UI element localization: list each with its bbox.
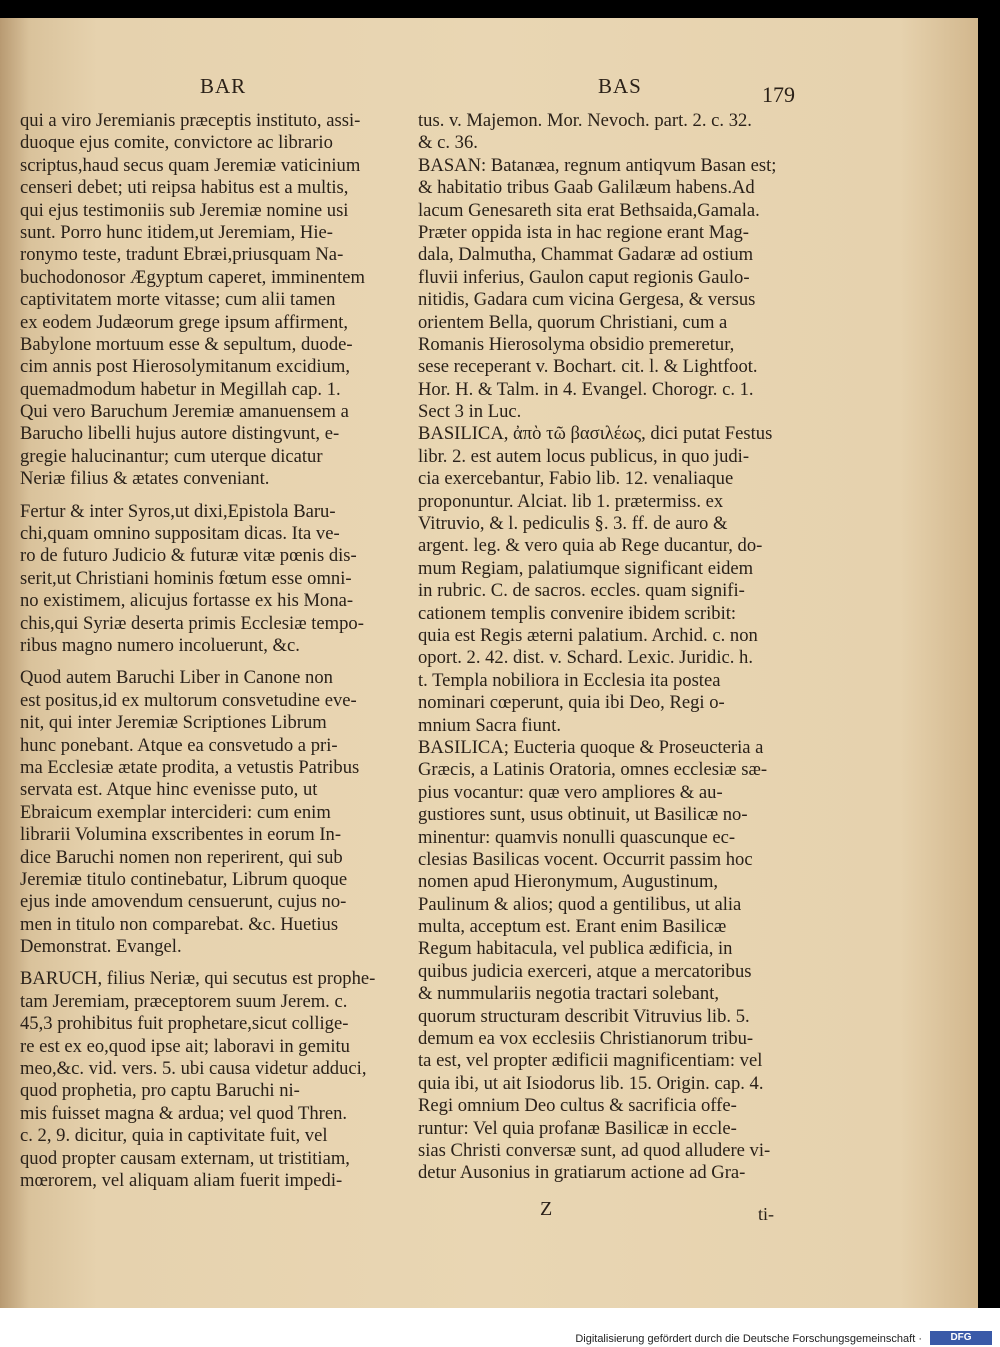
text-line: quia est Regis æterni palatium. Archid. c. non — [418, 624, 758, 646]
text-line: ta est, vel propter ædificii magnificentiam: vel — [418, 1050, 763, 1072]
book-page — [0, 18, 978, 1308]
dfg-logo: DFG — [930, 1331, 992, 1345]
text-line: Romanis Hierosolyma obsidio premeretur, — [418, 333, 735, 355]
text-line: sunt. Porro hunc itidem,ut Jeremiam, Hie- — [20, 221, 333, 243]
text-line: cia exercebantur, Fabio lib. 12. venaliaque — [418, 468, 734, 490]
text-line: BASAN: Batanæa, regnum antiqvum Basan est; — [418, 154, 777, 176]
text-line: Ebraicum exemplar intercideri: cum enim — [20, 801, 331, 823]
text-line: Regum habitacula, vel publica ædificia, in — [418, 938, 733, 960]
text-line: ejus inde amovendum censuerunt, cujus no- — [20, 891, 347, 913]
text-line: Jeremiæ titulo continebatur, Librum quoque — [20, 868, 348, 890]
text-line: librarii Volumina exscribentes in eorum In- — [20, 824, 342, 846]
text-line: multa, acceptum est. Erant enim Basilicæ — [418, 916, 727, 938]
text-line: cationem templis convenire ibidem scribit: — [418, 602, 737, 624]
text-line: dala, Dalmutha, Chammat Gadaræ ad ostium — [418, 244, 754, 266]
digitization-footer — [0, 1308, 1000, 1347]
text-line: scriptus,haud secus quam Jeremiæ vaticinium — [20, 154, 361, 176]
text-line: censeri debet; uti reipsa habitus est a multis, — [20, 177, 349, 199]
running-head-left: BAR — [200, 74, 247, 98]
text-line: mœrorem, vel aliquam aliam fuerit impedi- — [20, 1169, 343, 1191]
text-line: dice Baruchi nomen non reperirent, qui sub — [20, 846, 343, 868]
text-line: chis,qui Syriæ deserta primis Ecclesiæ tempo- — [20, 612, 364, 634]
paragraph-gap — [20, 657, 405, 667]
catchword: ti- — [758, 1204, 774, 1224]
text-line: c. 2, 9. dicitur, quia in captivitate fuit, vel — [20, 1125, 328, 1147]
text-line: fluvii inferius, Gaulon caput regionis Gaulo- — [418, 266, 750, 288]
text-line: nomen apud Hieronymum, Augustinum, — [418, 871, 719, 893]
paragraph-gap — [20, 958, 405, 968]
funding-notice: Digitalisierung gefördert durch die Deutsche Forschungsgemeinschaft · — [575, 1333, 922, 1345]
text-line: nitidis, Gadara cum vicina Gergesa, & versus — [418, 289, 756, 311]
text-line: quemadmodum habetur in Megillah cap. 1. — [20, 378, 341, 400]
running-head-right: BAS — [598, 74, 642, 98]
text-line: cim annis post Hierosolymitanum excidium, — [20, 356, 350, 378]
text-line: lacum Genesareth sita erat Bethsaida,Gamala. — [418, 199, 760, 221]
text-line: BARUCH, filius Neriæ, qui secutus est prophe- — [20, 968, 376, 990]
paragraph-gap — [20, 491, 405, 501]
text-line: Fertur & inter Syros,ut dixi,Epistola Baru- — [20, 500, 336, 522]
text-line: sias Christi conversæ sunt, ad quod alludere vi- — [418, 1139, 771, 1161]
text-line: mis fuisset magna & ardua; vel quod Thren. — [20, 1102, 348, 1124]
text-line: Vitruvio, & l. pediculis §. 3. ff. de auro & — [418, 513, 728, 535]
text-line: Præter oppida ista in hac regione erant Mag- — [418, 221, 749, 243]
text-line: t. Templa nobiliora in Ecclesia ita postea — [418, 669, 721, 691]
page-number: 179 — [762, 82, 795, 107]
text-line: qui a viro Jeremianis præceptis instituto, assi- — [20, 110, 361, 131]
text-line: men in titulo non comparebat. &c. Huetius — [20, 913, 339, 935]
text-line: ronymo teste, tradunt Ebræi,priusquam Na- — [20, 244, 344, 266]
text-line: in rubric. C. de sacros. eccles. quam signifi- — [418, 580, 745, 602]
text-line: servata est. Atque hinc evenisse puto, ut — [20, 779, 318, 801]
text-line: nominari cœperunt, quia ibi Deo, Regi o- — [418, 692, 725, 714]
text-line: Græcis, a Latinis Oratoria, omnes ecclesiæ sæ- — [418, 759, 768, 781]
text-line: nit, qui inter Jeremiæ Scriptiones Librum — [20, 712, 327, 734]
signature-mark: Z — [540, 1198, 553, 1220]
text-line: Demonstrat. Evangel. — [20, 936, 182, 958]
text-line: buchodonosor Ægyptum caperet, imminentem — [20, 266, 365, 288]
text-line: Hor. H. & Talm. in 4. Evangel. Chorogr. c. 1. — [418, 378, 754, 400]
text-line: quod prophetia, pro captu Baruchi ni- — [20, 1080, 300, 1102]
text-line: ma Ecclesiæ ætate prodita, a vetustis Patribus — [20, 756, 360, 778]
text-line: argent. leg. & vero quia ab Rege ducantur, do- — [418, 535, 763, 557]
text-line: orientem Bella, quorum Christiani, cum a — [418, 311, 728, 333]
text-line: Neriæ filius & ætates conveniant. — [20, 468, 270, 490]
text-line: BASILICA, ἀπὸ τῶ βασιλέως, dici putat Festus — [418, 423, 773, 445]
text-line: hunc ponebant. Atque ea consvetudo a pri- — [20, 734, 338, 756]
text-line: mum Regiam, palatiumque significant eidem — [418, 557, 754, 579]
text-line: quibus judicia exerceri, atque a mercatoribus — [418, 960, 752, 982]
text-line: oport. 2. 42. dist. v. Schard. Lexic. Juridic. h. — [418, 647, 753, 669]
text-line: Quod autem Baruchi Liber in Canone non — [20, 667, 333, 689]
text-line: demum ea vox ecclesiis Christianorum tribu- — [418, 1028, 754, 1050]
text-line: & c. 36. — [418, 132, 478, 154]
text-line: serit,ut Christiani hominis fœtum esse omni- — [20, 567, 352, 589]
text-line: re est ex eo,quod ipse ait; laboravi in gemitu — [20, 1035, 350, 1057]
text-line: ribus magno numero incoluerunt, &c. — [20, 634, 300, 656]
text-line: Sect 3 in Luc. — [418, 401, 522, 423]
text-line: duoque ejus comite, convictore ac librario — [20, 132, 333, 154]
text-line: BASILICA; Eucteria quoque & Proseucteria a — [418, 736, 764, 758]
text-line: Regi omnium Deo cultus & sacrificia offe- — [418, 1095, 737, 1117]
text-line: est positus,id ex multorum consvetudine eve- — [20, 689, 357, 711]
text-line: qui ejus testimoniis sub Jeremiæ nomine usi — [20, 199, 349, 221]
text-line: quia ibi, ut ait Isiodorus lib. 15. Origin. cap. 4. — [418, 1072, 764, 1094]
text-line: libr. 2. est autem locus publicus, in quo judi- — [418, 445, 750, 467]
text-line: & nummulariis negotia tractari solebant, — [418, 983, 720, 1005]
text-line: captivitatem morte vitasse; cum alii tamen — [20, 289, 336, 311]
text-line: 45,3 prohibitus fuit prophetare,sicut collige- — [20, 1013, 349, 1035]
text-line: tam Jeremiam, præceptorem suum Jerem. c. — [20, 990, 348, 1012]
left-text-column — [20, 110, 405, 1192]
text-line: gregie halucinantur; cum uterque dicatur — [20, 445, 323, 467]
text-line: detur Ausonius in gratiarum actione ad Gra- — [418, 1162, 746, 1184]
text-line: Babylone mortuum esse & sepultum, duode- — [20, 333, 353, 355]
text-line: Paulinum & alios; quod a gentilibus, ut alia — [418, 893, 742, 915]
text-line: tus. v. Majemon. Mor. Nevoch. part. 2. c. 32. — [418, 110, 752, 131]
text-line: quorum structuram describit Vitruvius lib. 5. — [418, 1005, 750, 1027]
text-line: proponuntur. Alciat. lib 1. prætermiss. ex — [418, 490, 724, 512]
text-line: pius vocantur: quæ vero ampliores & au- — [418, 781, 723, 803]
text-line: no existimem, alicujus fortasse ex his Mona- — [20, 590, 354, 612]
text-line: gustiores sunt, usus obtinuit, ut Basilicæ no- — [418, 804, 748, 826]
text-line: Barucho libelli hujus autore distingvunt, e- — [20, 423, 340, 445]
text-line: Qui vero Baruchum Jeremiæ amanuensem a — [20, 401, 349, 423]
text-line: ro de futuro Judicio & futuræ vitæ pœnis dis- — [20, 545, 357, 567]
text-line: sese receperant v. Bochart. cit. l. & Lightfoot. — [418, 356, 758, 378]
text-line: clesias Basilicas vocent. Occurrit passim hoc — [418, 848, 753, 870]
text-line: ex eodem Judæorum grege ipsum affirment, — [20, 311, 349, 333]
text-line: meo,&c. vid. vers. 5. ubi causa videtur adduci, — [20, 1058, 367, 1080]
text-line: chi,quam omnino suppositam dicas. Ita ve- — [20, 523, 340, 545]
text-line: runtur: Vel quia profanæ Basilicæ in eccle- — [418, 1117, 737, 1139]
text-line: minentur: quamvis nonulli quascunque ec- — [418, 826, 736, 848]
text-line: mnium Sacra fiunt. — [418, 714, 562, 736]
text-line: quod propter causam externam, ut tristitiam, — [20, 1147, 350, 1169]
text-line: & habitatio tribus Gaab Galilæum habens.Ad — [418, 177, 755, 199]
right-text-column — [418, 110, 793, 1185]
